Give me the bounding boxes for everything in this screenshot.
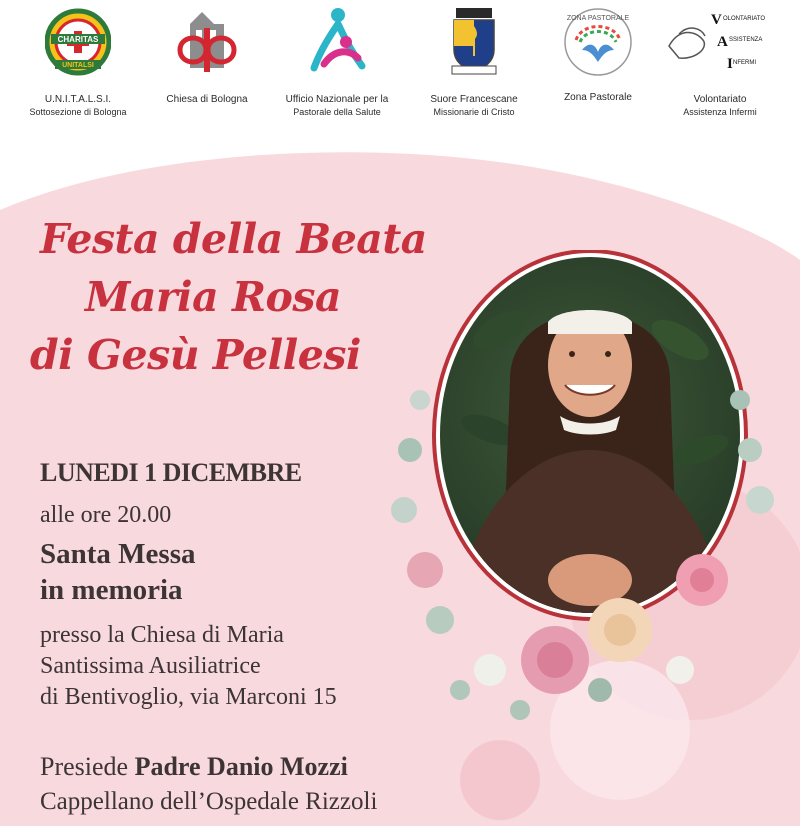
- place-line-2: Santissima Ausiliatrice: [40, 653, 261, 679]
- event-time: alle ore 20.00: [40, 502, 172, 528]
- logo-zona-pastorale: [548, 6, 648, 104]
- event-title: [30, 210, 460, 384]
- logo-caption: Chiesa di Bologna: [166, 94, 248, 105]
- vai-hands-icon: [665, 6, 775, 76]
- acronym-line-1: OLONTARIATO: [723, 16, 766, 22]
- title-line-1: Festa della Beata: [40, 215, 427, 263]
- church-cross-icon: [172, 6, 242, 76]
- logo-unitalsi: [18, 6, 138, 118]
- logo-caption: U.N.I.T.A.L.S.I.: [44, 94, 112, 105]
- logo-chiesa-bologna: [152, 6, 262, 106]
- place-line-3: di Bentivoglio, via Marconi 15: [40, 684, 337, 710]
- presides-prefix: Presiede: [40, 752, 135, 781]
- acronym-line-2: SSISTENZA: [729, 37, 763, 43]
- mass-line-1: Santa Messa: [40, 538, 196, 570]
- badge-top-text: CHARITAS: [57, 35, 99, 44]
- logo-subcaption: Sottosezione di Bologna: [29, 107, 127, 117]
- acronym-line-3: NFERMI: [733, 60, 756, 66]
- logo-caption: Suore Francescane: [430, 94, 518, 105]
- event-location: [40, 620, 337, 713]
- svg-text:V: V: [711, 12, 722, 28]
- logo-caption: Volontariato: [693, 94, 747, 105]
- logo-pastorale-salute: [272, 6, 402, 118]
- logo-caption: Ufficio Nazionale per la: [285, 94, 389, 105]
- svg-text:I: I: [727, 56, 733, 72]
- zona-pastorale-dove-icon: [562, 6, 634, 78]
- pastoral-health-icon: [304, 6, 370, 76]
- ring-text: ZONA PASTORALE: [566, 15, 630, 22]
- charitas-badge-icon: [45, 6, 111, 78]
- mass-heading: [40, 536, 195, 608]
- presides-line: [40, 752, 348, 782]
- logo-subcaption: Pastorale della Salute: [293, 107, 381, 117]
- svg-text:A: A: [717, 34, 728, 50]
- chaplain-line: Cappellano dell’Ospedale Rizzoli: [40, 788, 378, 815]
- mass-line-2: in memoria: [40, 574, 183, 606]
- logo-suore-francescane: [414, 6, 534, 118]
- logo-subcaption: Missionarie di Cristo: [433, 107, 515, 117]
- logo-subcaption: Assistenza Infermi: [683, 107, 757, 117]
- title-line-2: Maria Rosa: [85, 273, 342, 321]
- badge-bottom-text: UNITALSI: [62, 62, 94, 69]
- franciscan-crest-icon: [446, 6, 502, 76]
- logo-vai: [660, 6, 780, 118]
- logo-caption: Zona Pastorale: [564, 92, 632, 103]
- title-line-3: di Gesù Pellesi: [30, 331, 361, 379]
- sponsor-logos: [0, 0, 800, 130]
- place-line-1: presso la Chiesa di Maria: [40, 622, 284, 648]
- event-date: LUNEDI 1 DICEMBRE: [40, 458, 302, 487]
- presides-name: Padre Danio Mozzi: [134, 752, 348, 781]
